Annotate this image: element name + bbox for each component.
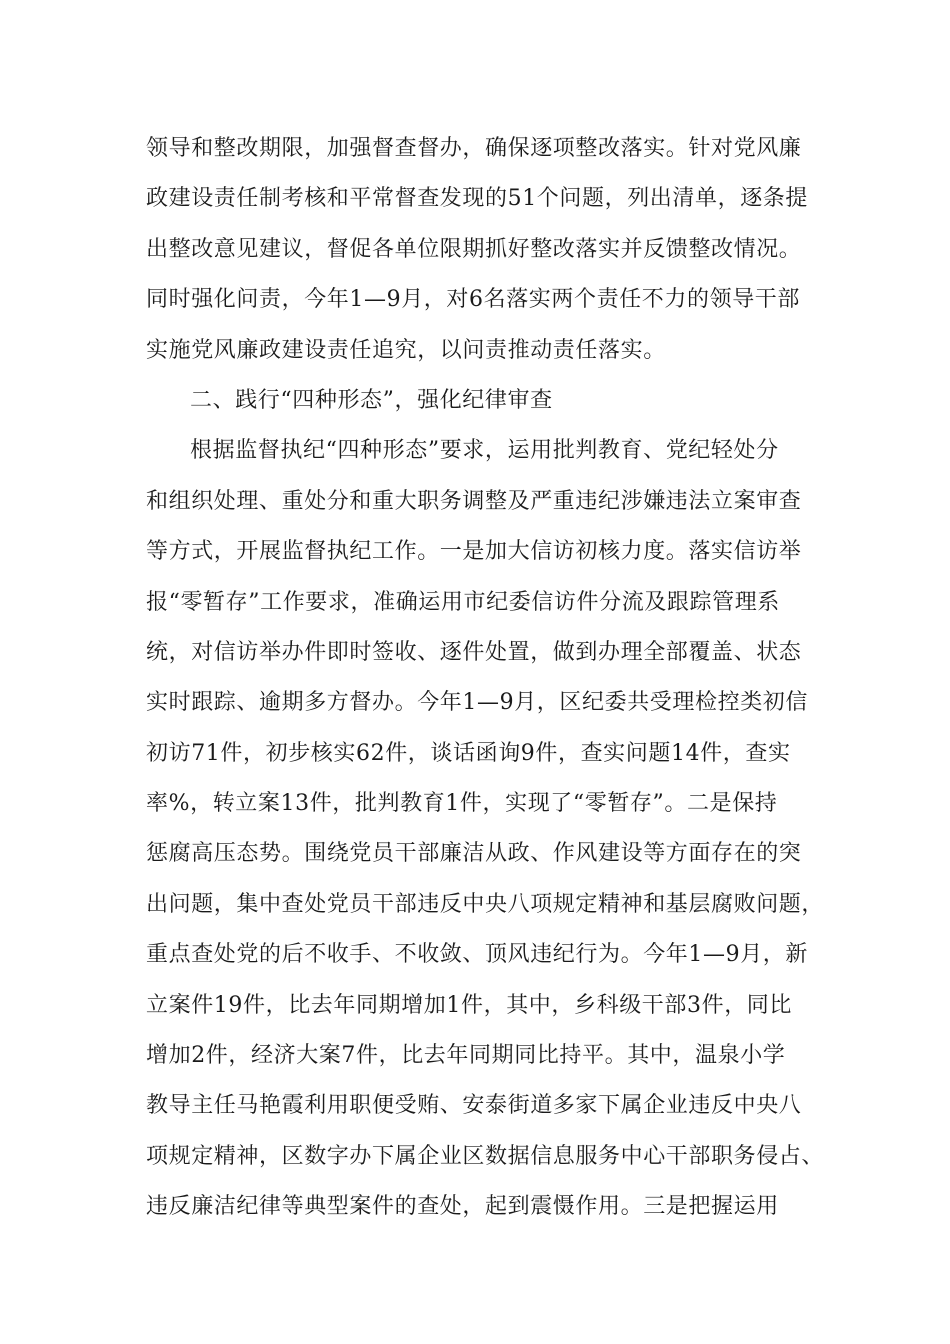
text-line: 同时强化问责，今年1—9月，对6名落实两个责任不力的领导干部 [146, 287, 800, 313]
text-line: 重点查处党的后不收手、不收敛、顶风违纪行为。今年1—9月，新 [146, 942, 808, 968]
text-line: 初访71件，初步核实62件，谈话函询9件，查实问题14件，查实 [146, 740, 791, 766]
text-line: 实施党风廉政建设责任追究，以问责推动责任落实。 [146, 337, 666, 363]
text-line: 违反廉洁纪律等典型案件的查处，起到震慑作用。三是把握运用 [146, 1194, 779, 1220]
text-line: 政建设责任制考核和平常督查发现的51个问题，列出清单，逐条提 [146, 186, 808, 212]
text-line: 项规定精神，区数字办下属企业区数据信息服务中心干部职务侵占、 [146, 1143, 825, 1169]
text-line: 惩腐高压态势。围绕党员干部廉洁从政、作风建设等方面存在的突 [146, 841, 802, 867]
section-heading: 二、践行“四种形态”，强化纪律审查 [190, 387, 553, 413]
text-line: 统，对信访举办件即时签收、逐件处置，做到办理全部覆盖、状态 [146, 639, 802, 665]
text-line: 出整改意见建议，督促各单位限期抓好整改落实并反馈整改情况。 [146, 236, 802, 262]
text-line: 增加2件，经济大案7件，比去年同期同比持平。其中，温泉小学 [146, 1043, 786, 1069]
text-line: 教导主任马艳霞利用职便受贿、安泰街道多家下属企业违反中央八 [146, 1093, 802, 1119]
text-line: 出问题，集中查处党员干部违反中央八项规定精神和基层腐败问题， [146, 891, 825, 917]
text-line: 率%，转立案13件，批判教育1件，实现了“零暂存”。二是保持 [146, 791, 778, 817]
text-line: 报“零暂存”工作要求，准确运用市纪委信访件分流及跟踪管理系 [146, 589, 780, 615]
text-line: 立案件19件，比去年同期增加1件，其中，乡科级干部3件，同比 [146, 992, 792, 1018]
document-body [146, 124, 825, 1233]
text-line: 领导和整改期限，加强督查督办，确保逐项整改落实。针对党风廉 [146, 136, 802, 161]
text-line: 实时跟踪、逾期多方督办。今年1—9月，区纪委共受理检控类初信 [146, 690, 808, 716]
text-line: 等方式，开展监督执纪工作。一是加大信访初核力度。落实信访举 [146, 539, 802, 565]
text-line: 根据监督执纪“四种形态”要求，运用批判教育、党纪轻处分 [190, 438, 779, 464]
text-line: 和组织处理、重处分和重大职务调整及严重违纪涉嫌违法立案审查 [146, 488, 802, 514]
